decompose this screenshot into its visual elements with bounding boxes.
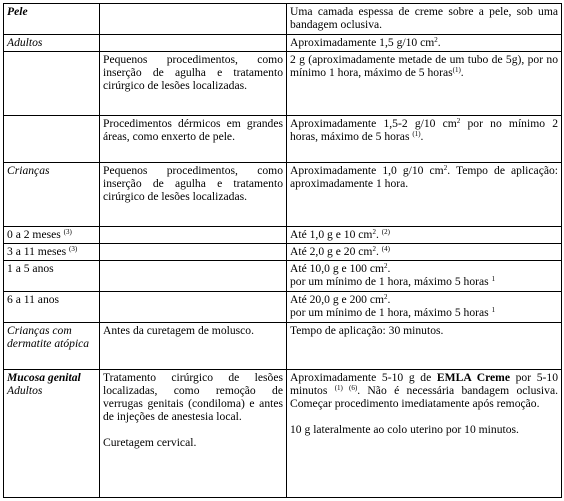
row-label: 3 a 11 meses $^{(3)}$	[4, 244, 100, 261]
procedure-cell	[100, 261, 287, 292]
row-label: 0 a 2 meses $^{(3)}$	[4, 227, 100, 244]
dose-cell: Aproximadamente 1,0 g/10 $cm^2$. Tempo de aplicação: aproximadamente 1 hora.	[287, 163, 562, 227]
row-label: Mucosa genital Adultos	[4, 370, 100, 498]
procedure-cell: Tratamento cirúrgico de lesões localizadas, como remoção de verrugas genitais (condiloma) e antes de injeções de anestesia local. Curetagem cervical.	[100, 370, 287, 498]
dose-cell: Aproximadamente 1,5 g/10 $cm^2$.	[287, 35, 562, 52]
dose-cell: Até 1,0 g e 10 $cm^2$. $^{(2)}$	[287, 227, 562, 244]
procedure-cell	[100, 292, 287, 323]
dose-cell: Aproximadamente 1,5-2 g/10 $cm^2$ por no mínimo 2 horas, máximo de 5 horas $^{(1)}$.	[287, 116, 562, 163]
dose-cell: Tempo de aplicação: 30 minutos.	[287, 323, 562, 370]
row-label: Pele	[4, 4, 100, 35]
procedure-cell: Antes da curetagem de molusco.	[100, 323, 287, 370]
table-row	[4, 244, 562, 261]
row-label: Adultos	[4, 35, 100, 52]
row-label	[4, 116, 100, 163]
dose-cell: Até 2,0 g e 20 $cm^2$. $^{(4)}$	[287, 244, 562, 261]
dose-cell: Aproximadamente 5-10 g de EMLA Creme por 5-10 minutos $^{(1) (6)}$. Não é necessária bandagem oclusiva. Começar procedimento imediatamente após remoção. 10 g lateralmente ao colo uterino por 10 minutos.	[287, 370, 562, 498]
table-row	[4, 35, 562, 52]
table-row	[4, 292, 562, 323]
procedure-cell	[100, 4, 287, 35]
dose-cell: Até 10,0 g e 100 $cm^2$. por um mínimo de 1 hora, máximo 5 horas $^1$	[287, 261, 562, 292]
procedure-cell: Procedimentos dérmicos em grandes áreas, como enxerto de pele.	[100, 116, 287, 163]
procedure-cell: Pequenos procedimentos, como inserção de agulha e tratamento cirúrgico de lesões localizadas.	[100, 163, 287, 227]
table-row	[4, 116, 562, 163]
table-row	[4, 4, 562, 35]
table-row	[4, 261, 562, 292]
dose-cell: Uma camada espessa de creme sobre a pele, sob uma bandagem oclusiva.	[287, 4, 562, 35]
dose-cell: Até 20,0 g e 200 $cm^2$. por um mínimo de 1 hora, máximo 5 horas $^1$	[287, 292, 562, 323]
procedure-cell	[100, 227, 287, 244]
dose-cell: 2 g (aproximadamente metade de um tubo de 5g), por no mínimo 1 hora, máximo de 5 horas$^{(1)}$.	[287, 52, 562, 116]
table-row	[4, 163, 562, 227]
table-row	[4, 323, 562, 370]
table-row	[4, 227, 562, 244]
row-label: Crianças com dermatite atópica	[4, 323, 100, 370]
dosage-table	[3, 3, 562, 498]
procedure-cell	[100, 35, 287, 52]
row-label: Crianças	[4, 163, 100, 227]
procedure-cell	[100, 244, 287, 261]
procedure-cell: Pequenos procedimentos, como inserção de agulha e tratamento cirúrgico de lesões localizadas.	[100, 52, 287, 116]
row-label: 1 a 5 anos	[4, 261, 100, 292]
table-row	[4, 370, 562, 498]
row-label	[4, 52, 100, 116]
table-row	[4, 52, 562, 116]
row-label: 6 a 11 anos	[4, 292, 100, 323]
